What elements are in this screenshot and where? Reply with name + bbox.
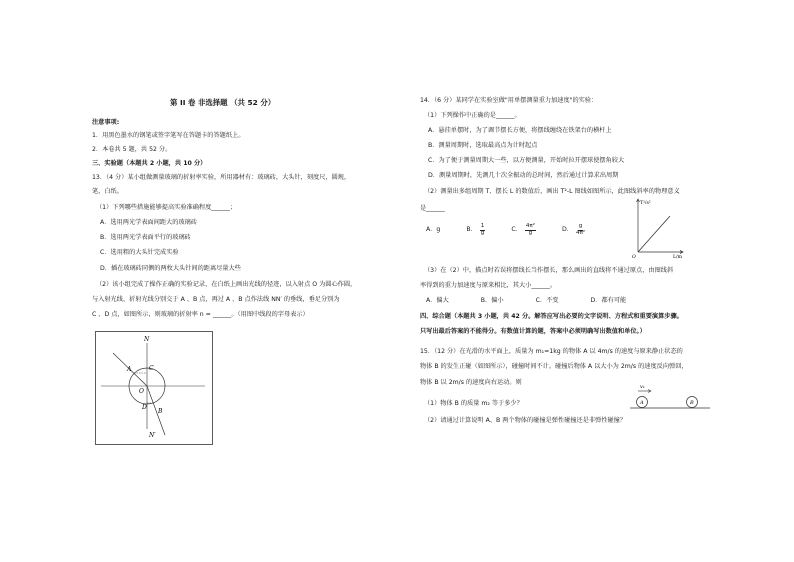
q14-option-c: C．为了便于测量周期大一些，以方便测量，开始时拉开摆球使摆角较大 — [428, 157, 625, 164]
q15-part1: （1）物体 B 的质量 m₂ 等于多少？ — [424, 400, 523, 407]
label-n-prime: N′ — [149, 432, 156, 439]
fraction-1-over-g — [480, 224, 486, 237]
q14-3-option-a: A．偏大 — [426, 297, 449, 304]
q15-stem-line3: 物体 B 以 2m/s 的速度向右运动。则 — [420, 379, 522, 386]
q13-part2-line3: C 、D 点，如图所示，则玻璃的折射率 n = ______。（用图中线段的字母表示） — [92, 311, 309, 318]
q14-part3-options — [426, 298, 652, 304]
q14-2-option-b — [466, 224, 485, 237]
q14-option-b: B．测量周期时，选取最高点为计时起点 — [428, 142, 538, 149]
label-o: O — [139, 388, 144, 395]
q14-2-option-d-letter: D． — [562, 226, 573, 234]
ball-b-label: B — [690, 400, 694, 406]
q14-option-d: D．测量周期时，先测几十次全振动的总时间，然后通过计算求出周期 — [428, 172, 619, 179]
fraction-numerator: 1 — [480, 223, 485, 229]
graph-ylabel: T²/s² — [640, 201, 651, 206]
q13-option-b: B．选用两光学表面平行的玻璃砖 — [100, 234, 191, 241]
graph-xlabel: L/m — [673, 255, 682, 260]
q14-part2-line1: （2）测量出多组周期 T、摆长 L 的数值后，画出 T²-L 图线如图所示，此图线斜率的物理意义 — [424, 188, 680, 195]
q14-2-option-a: A．g — [426, 226, 441, 234]
q13-stem-line1: 13．（4 分）某小组做测量玻璃的折射率实验，所用器材有：玻璃砖，大头针，刻度尺，圆规， — [92, 174, 351, 181]
q14-part2-options — [426, 224, 611, 237]
fraction-numerator: 4π² — [525, 223, 536, 229]
label-d: D — [142, 404, 147, 411]
q15-stem-line1: 15．（12 分）在光滑的水平面上，质量为 m₁=1kg 的物体 A 以 4m/s 的速度与原来静止状态的 — [420, 348, 683, 355]
q14-3-option-b: B．偏小 — [480, 297, 504, 304]
figure-frame — [96, 332, 213, 445]
ball-a-label: A — [640, 400, 644, 406]
collision-figure — [628, 382, 712, 412]
label-a: A — [127, 366, 132, 373]
q14-part3-line2: 率得到的重力加速度与原来相比，其大小______。 — [420, 282, 557, 289]
q14-part1: （1）下列操作中正确的是______。 — [424, 112, 521, 119]
label-b: B — [158, 408, 163, 415]
q13-part2-line2: 与入射光线、折射光线分别交于 A 、B 点，再过 A 、B 点作法线 NN′ 的垂线，垂足分别为 — [92, 296, 340, 303]
fraction-4pi2-over-g — [525, 224, 536, 237]
q14-part2-line2: 是______ — [420, 205, 445, 212]
fraction-denominator: 4π² — [576, 229, 586, 236]
q14-2-option-c — [511, 224, 536, 237]
q13-option-d: D．插在玻璃砖同侧的两枚大头针间的距离尽量大些 — [100, 265, 241, 272]
section-3-heading: 三、实验题（本题共 2 小题，共 10 分） — [92, 160, 207, 167]
q13-stem-line2: 笔，白纸。 — [92, 188, 123, 195]
q13-part1: （1）下列哪些措施能够提高实验准确程度______； — [96, 204, 237, 211]
part-two-title: 第 II 卷 非选择题 （共 52 分） — [170, 98, 276, 107]
graph-origin: O — [632, 255, 636, 260]
label-n: N — [144, 336, 150, 343]
q15-stem-line2: 物体 B 的发生正碰（如图所示），碰撞时间不计。碰撞后物体 A 以大小为 2m/s 的速度反向弹回， — [420, 363, 688, 370]
q13-option-a: A．选用两光学表面间距大的玻璃砖 — [100, 219, 198, 226]
graph-line — [638, 216, 670, 252]
q14-stem: 14．（6 分）某同学在实验室做"用单摆测量重力加速度"的实验： — [420, 97, 598, 104]
note-1: 1．用黑色墨水的钢笔或签字笔写在答题卡的答题纸上。 — [92, 132, 245, 139]
notes-heading: 注意事项: — [92, 119, 120, 126]
q15-part2: （2）请通过计算说明 A、B 两个物体的碰撞是弹性碰撞还是非弹性碰撞？ — [424, 417, 626, 424]
q13-option-c: C．选用粗的大头针完成实验 — [100, 249, 179, 256]
refraction-figure — [95, 331, 213, 445]
q13-part2-line1: （2）该小组完成了操作正确的实验记录，在白纸上画出光线的径迹，以入射点 O 为圆心作圆， — [96, 281, 357, 288]
fraction-denominator: g — [480, 229, 485, 236]
q14-2-option-d — [562, 224, 585, 237]
q14-part3-line1: （3）在（2）中，描点时若误将摆线长当作摆长，那么画出的直线将不通过原点，由图线斜 — [424, 267, 674, 274]
q14-3-option-c: C．不变 — [535, 297, 559, 304]
t2-l-graph — [628, 196, 686, 260]
velocity-label: v₁ — [640, 384, 645, 390]
q14-3-option-d: D．都有可能 — [590, 297, 627, 304]
fraction-g-over-4pi2 — [576, 224, 585, 237]
q14-option-a: A．悬挂单摆时，为了调节摆长方便，将摆线缠绕在铁架台的横杆上 — [428, 127, 612, 134]
label-c: C — [149, 365, 154, 372]
fraction-denominator: g — [528, 229, 533, 236]
note-2: 2．本卷共 5 题，共 52 分。 — [92, 146, 172, 153]
q14-2-option-c-letter: C． — [511, 226, 522, 234]
fraction-numerator: g — [578, 223, 583, 229]
section-4-heading-line1: 四、综合题（本题共 3 小题，共 42 分。解答应写出必要的文字说明、方程式和重要演算步骤。 — [420, 313, 683, 320]
q14-2-option-b-letter: B． — [466, 226, 477, 234]
section-4-heading-line2: 只写出最后答案的不能得分。有数值计算的题，答案中必须明确写出数值和单位。） — [420, 328, 646, 335]
